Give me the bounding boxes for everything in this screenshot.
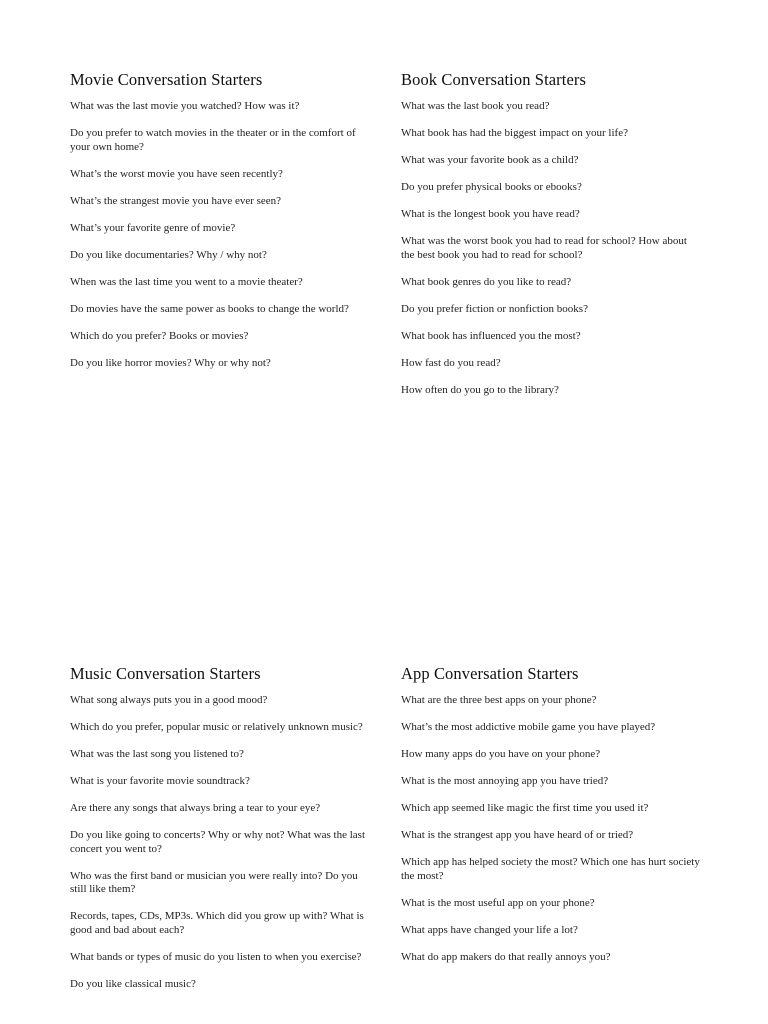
question-item: Which app seemed like magic the first time you used it? [401,802,649,814]
question-item: Do you like horror movies? Why or why not? [70,356,271,369]
question-item: What apps have changed your life a lot? [401,923,578,936]
movie-section [70,70,370,384]
question-item: What are the three best apps on your phone? [401,694,597,706]
question-item: What’s your favorite genre of movie? [70,221,236,234]
question-item: Which app has helped society the most? Which one has hurt society the most? [401,856,700,882]
question-item: Are there any songs that always bring a tear to your eye? [70,802,321,814]
question-item: What’s the worst movie you have seen recently? [70,167,283,180]
section-title: Movie Conversation Starters [70,70,263,89]
section-title: Music Conversation Starters [70,664,261,683]
question-item: What was your favorite book as a child? [401,154,579,166]
question-item: What song always puts you in a good mood? [70,694,268,706]
question-item: Which do you prefer, popular music or relatively unknown music? [70,721,363,733]
question-item: What is the strangest app you have heard of or tried? [401,829,634,841]
question-item: Do movies have the same power as books to change the world? [70,302,349,315]
question-item: What was the last book you read? [401,100,550,112]
question-item: What is the longest book you have read? [401,208,580,220]
question-item: What was the last song you listened to? [70,748,244,760]
question-item: How fast do you read? [401,356,501,369]
question-item: How many apps do you have on your phone? [401,748,601,760]
question-list [70,694,370,991]
question-item: What was the worst book you had to read for school? How about the best book you had to read for school? [401,235,687,261]
question-item: Do you prefer fiction or nonfiction books? [401,302,588,315]
question-item: Records, tapes, CDs, MP3s. Which did you grow up with? What is good and bad about each? [70,910,364,936]
app-section [401,664,701,978]
question-list [70,100,370,370]
book-section [401,70,701,411]
question-item: What book genres do you like to read? [401,275,572,288]
question-item: Who was the first band or musician you were really into? Do you still like them? [70,869,358,895]
question-list [401,694,701,964]
question-item: Do you like documentaries? Why / why not? [70,248,267,261]
question-item: Which do you prefer? Books or movies? [70,329,249,342]
section-title: App Conversation Starters [401,664,579,683]
question-item: What is your favorite movie soundtrack? [70,775,250,787]
question-item: What bands or types of music do you listen to when you exercise? [70,950,362,963]
question-item: What was the last movie you watched? How was it? [70,100,300,112]
section-title: Book Conversation Starters [401,70,586,89]
question-list [401,100,701,397]
question-item: What’s the most addictive mobile game you have played? [401,721,656,733]
question-item: Do you like classical music? [70,977,196,990]
question-item: What is the most annoying app you have tried? [401,775,609,787]
music-section [70,664,370,1005]
question-item: What’s the strangest movie you have ever seen? [70,194,282,207]
question-item: What book has had the biggest impact on your life? [401,127,628,139]
question-item: Do you prefer to watch movies in the theater or in the comfort of your own home? [70,127,356,153]
question-item: Do you like going to concerts? Why or why not? What was the last concert you went to? [70,829,366,855]
question-item: What book has influenced you the most? [401,329,581,342]
question-item: When was the last time you went to a movie theater? [70,275,303,288]
question-item: What is the most useful app on your phone? [401,896,595,909]
question-item: What do app makers do that really annoys you? [401,950,611,963]
question-item: Do you prefer physical books or ebooks? [401,181,582,193]
question-item: How often do you go to the library? [401,383,559,396]
